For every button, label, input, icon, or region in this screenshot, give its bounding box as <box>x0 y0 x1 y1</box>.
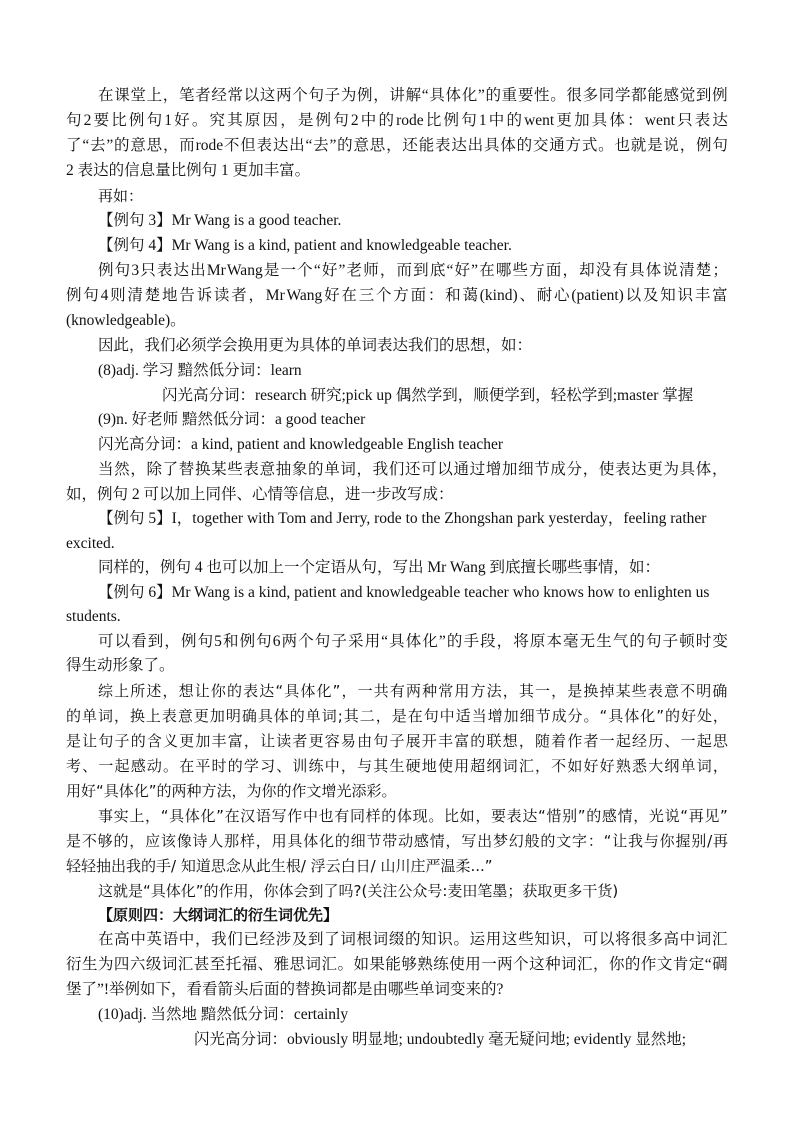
paragraph-line: 句 2 要 比 例 句 1 好 。 究 其 原 因 ， 是 例 句 2 中 的 rode 比 例 句 1 中 的 went 更 加 具 体 ： went 只 表 达 <box>66 112 728 129</box>
paragraph-line: 当 然 ， 除 了 替 换 某 些 表 意 抽 象 的 单 词 ， 我 们 还 可 以 通 过 增 加 细 节 成 分 ， 使 表 达 更 为 具 体 ， <box>98 461 728 478</box>
principle-four-heading: 【原则四：大纲词汇的衍生词优先】 <box>98 906 339 924</box>
summary-line: 是 不 够 的 ， 应 该 像 诗 人 那 样 ， 用 具 体 化 的 细 节 带 动 感 情 ， 写 出 梦 幻 般 的 文 字 ： “ 让 我 与 你 握 别 / 再 <box>66 832 728 850</box>
summary-line: 用好“具体化”的两种方法，为你的作文增光添彩。 <box>66 782 397 800</box>
vocab-high-score-8: 闪光高分词：research 研究;pick up 偶然学到，顺便学到，轻松学到;master 掌握 <box>162 387 694 404</box>
paragraph-line: 堡了”!举例如下，看看箭头后面的替换词都是由哪些单词变来的? <box>66 981 504 998</box>
example-sentence-4: 【例句 4】Mr Wang is a kind, patient and knowledgeable teacher. <box>98 237 512 254</box>
vocab-high-score-9: 闪光高分词：a kind, patient and knowledgeable English teacher <box>98 436 504 453</box>
paragraph-line: 可 以 看 到 ， 例 句 5 和 例 句 6 两 个 句 子 采 用 “ 具 体 化 ” 的 手 段 ， 将 原 本 毫 无 生 气 的 句 子 顿 时 变 <box>98 633 728 650</box>
summary-line: 轻轻抽出我的手/ 知道思念从此生根/ 浮云白日/ 山川庄严温柔...” <box>66 857 493 875</box>
paragraph-line: 如，例句 2 可以加上同伴、心情等信息，进一步改写成： <box>66 486 454 503</box>
summary-line: 事 实 上 ， “ 具 体 化 ” 在 汉 语 写 作 中 也 有 同 样 的 体 现 。 比 如 ， 要 表 达 “ 惜 别 ” 的 感 情 ， 光 说 “ 再 见 ” <box>98 807 728 825</box>
paragraph-line: 在 高 中 英 语 中 ， 我 们 已 经 涉 及 到 了 词 根 词 缀 的 知 识 。 运 用 这 些 知 识 ， 可 以 将 很 多 高 中 词 汇 <box>98 931 728 948</box>
vocab-entry-8: (8)adj. 学习 黯然低分词：learn <box>98 362 302 379</box>
vocab-high-score-10: 闪光高分词：obviously 明显地; undoubtedly 毫无疑问地; evidently 显然地; <box>194 1031 687 1048</box>
paragraph-line: 再如： <box>98 187 144 205</box>
paragraph-line: students. <box>66 608 121 625</box>
summary-line: 是 让 句 子 的 含 义 更 加 丰 富 ， 让 读 者 更 容 易 由 句 子 展 开 丰 富 的 联 想 ， 随 着 作 者 一 起 经 历 、 一 起 思 <box>66 732 728 750</box>
paragraph-line: 2 表达的信息量比例句 1 更加丰富。 <box>66 162 311 179</box>
paragraph-line: 得生动形象了。 <box>66 657 175 674</box>
vocab-entry-9: (9)n. 好老师 黯然低分词：a good teacher <box>98 411 366 428</box>
paragraph-line: 例 句 4 则 清 楚 地 告 诉 读 者 ， Mr Wang 好 在 三 个 方 面 ： 和 蔼 (kind) 、 耐 心 (patient) 以 及 知 识 丰 富 <box>66 287 728 304</box>
paragraph-line: 在 课 堂 上 ， 笔 者 经 常 以 这 两 个 句 子 为 例 ， 讲 解 “ 具 体 化 ” 的 重 要 性 。 很 多 同 学 都 能 感 觉 到 例 <box>98 87 728 104</box>
example-sentence-5: 【例句 5】I，together with Tom and Jerry, rode to the Zhongshan park yesterday，feeling rather <box>98 510 707 527</box>
example-sentence-3: 【例句 3】Mr Wang is a good teacher. <box>98 212 342 229</box>
paragraph-line: 同样的，例句 4 也可以加上一个定语从句，写出 Mr Wang 到底擅长哪些事情，如： <box>98 559 661 576</box>
paragraph-line: 因此，我们必须学会换用更为具体的单词表达我们的思想，如： <box>98 337 533 354</box>
summary-line: 这就是“具体化”的作用，你体会到了吗?(关注公众号:麦田笔墨；获取更多干货) <box>98 882 619 900</box>
summary-line: 的 单 词 ， 换 上 表 意 更 加 明 确 具 体 的 单 词 ; 其 二 ， 是 在 句 中 适 当 增 加 细 节 成 分 。 “ 具 体 化 ” 的 好 处 ， <box>66 707 728 725</box>
example-sentence-6: 【例句 6】Mr Wang is a kind, patient and knowledgeable teacher who knows how to enlighten us <box>98 584 710 601</box>
paragraph-line: 衍 生 为 四 六 级 词 汇 甚 至 托 福 、 雅 思 词 汇 。 如 果 能 够 熟 练 使 用 一 两 个 这 种 词 汇 ， 你 的 作 文 肯 定 “ 碉 <box>66 956 728 973</box>
summary-line: 考 、 一 起 感 动 。 在 平 时 的 学 习 、 训 练 中 ， 与 其 生 硬 地 使 用 超 纲 词 汇 ， 不 如 好 好 熟 悉 大 纲 单 词 ， <box>66 757 728 775</box>
paragraph-line: 例 句 3 只 表 达 出 Mr Wang 是 一 个 “ 好 ” 老 师 ， 而 到 底 “ 好 ” 在 哪 些 方 面 ， 却 没 有 具 体 说 清 楚 ； <box>98 262 728 279</box>
vocab-entry-10: (10)adj. 当然地 黯然低分词：certainly <box>98 1006 349 1023</box>
paragraph-line: excited. <box>66 535 115 552</box>
paragraph-line: 了 “ 去 ” 的 意 思 ， 而 rode 不 但 表 达 出 “ 去 ” 的 意 思 ， 还 能 表 达 出 具 体 的 交 通 方 式 。 也 就 是 说 ， 例 句 <box>66 137 728 154</box>
summary-line: 综 上 所 述 ， 想 让 你 的 表 达 “ 具 体 化 ” ， 一 共 有 两 种 常 用 方 法 ， 其 一 ， 是 换 掉 某 些 表 意 不 明 确 <box>98 682 728 700</box>
paragraph-line: (knowledgeable)。 <box>66 312 186 329</box>
